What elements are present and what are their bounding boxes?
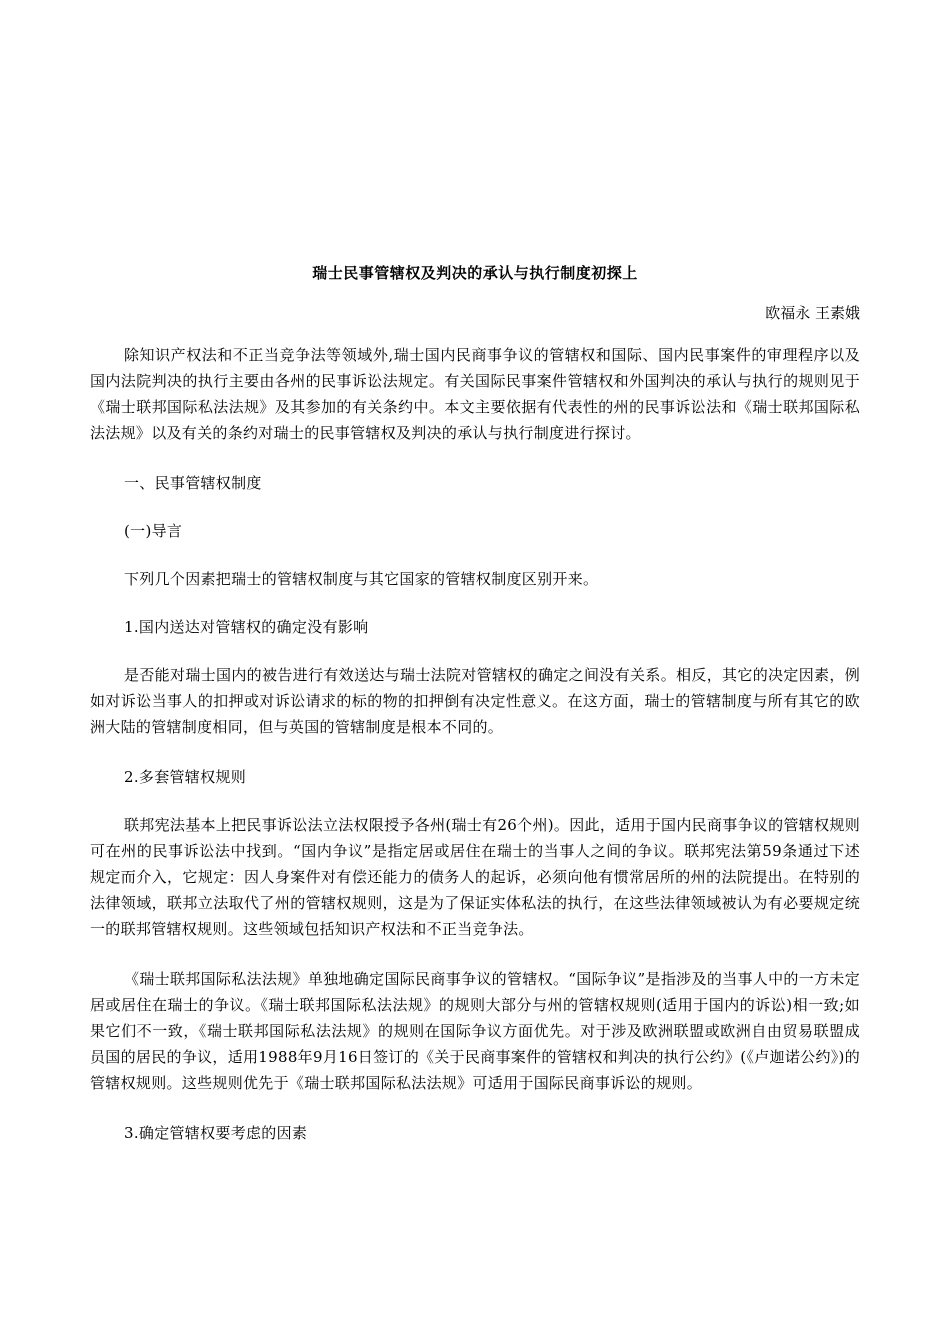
document-authors: 欧福永 王素娥 <box>765 304 860 322</box>
point-heading-3: 3.确定管辖权要考虑的因素 <box>124 1124 308 1142</box>
body-paragraph: 《瑞士联邦国际私法法规》单独地确定国际民商事争议的管辖权。“国际争议”是指涉及的当事人中的一方未定居或居住在瑞士的争议。《瑞士联邦国际私法法规》的规则大部分与州的管辖权规则(适用于国内的诉讼)相一致;如果它们不一致，《瑞士联邦国际私法法规》的规则在国际争议方面优先。对于涉及欧洲联盟或欧洲自由贸易联盟成员国的居民的争议，适用1988年9月16日签订的《关于民商事案件的管辖权和判决的执行公约》(《卢迦诺公约》)的管辖权规则。这些规则优先于《瑞士联邦国际私法法规》可适用于国际民商事诉讼的规则。 <box>90 970 861 1092</box>
body-paragraph: 是否能对瑞士国内的被告进行有效送达与瑞士法院对管辖权的确定之间没有关系。相反，其它的决定因素，例如对诉讼当事人的扣押或对诉讼请求的标的物的扣押倒有决定性意义。在这方面，瑞士的管辖制度与所有其它的欧洲大陆的管辖制度相同，但与英国的管辖制度是根本不同的。 <box>90 666 860 736</box>
point-heading-2: 2.多套管辖权规则 <box>124 768 247 786</box>
body-paragraph: 联邦宪法基本上把民事诉讼法立法权限授予各州(瑞士有26个州)。因此，适用于国内民商事争议的管辖权规则可在州的民事诉讼法中找到。“国内争议”是指定居或居住在瑞士的当事人之间的争议。联邦宪法第59条通过下述规定而介入，它规定：因人身案件对有偿还能力的债务人的起诉，必须向他有惯常居所的州的法院提出。在特别的法律领域，联邦立法取代了州的管辖权规则，这是为了保证实体私法的执行，在这些法律领域被认为有必要规定统一的联邦管辖权规则。这些领域包括知识产权法和不正当竞争法。 <box>90 816 860 938</box>
document-title: 瑞士民事管辖权及判决的承认与执行制度初探上 <box>312 264 638 282</box>
section-heading: 一、民事管辖权制度 <box>124 474 262 492</box>
subsection-heading: (一)导言 <box>124 522 183 540</box>
body-paragraph: 下列几个因素把瑞士的管辖权制度与其它国家的管辖权制度区别开来。 <box>124 570 599 588</box>
intro-paragraph: 除知识产权法和不正当竞争法等领域外,瑞士国内民商事争议的管辖权和国际、国内民事案件的审理程序以及国内法院判决的执行主要由各州的民事诉讼法规定。有关国际民事案件管辖权和外国判决的承认与执行的规则见于《瑞士联邦国际私法法规》及其参加的有关条约中。本文主要依据有代表性的州的民事诉讼法和《瑞士联邦国际私法法规》以及有关的条约对瑞士的民事管辖权及判决的承认与执行制度进行探讨。 <box>90 346 860 442</box>
point-heading-1: 1.国内送达对管辖权的确定没有影响 <box>124 618 369 636</box>
document-page <box>90 262 860 1168</box>
